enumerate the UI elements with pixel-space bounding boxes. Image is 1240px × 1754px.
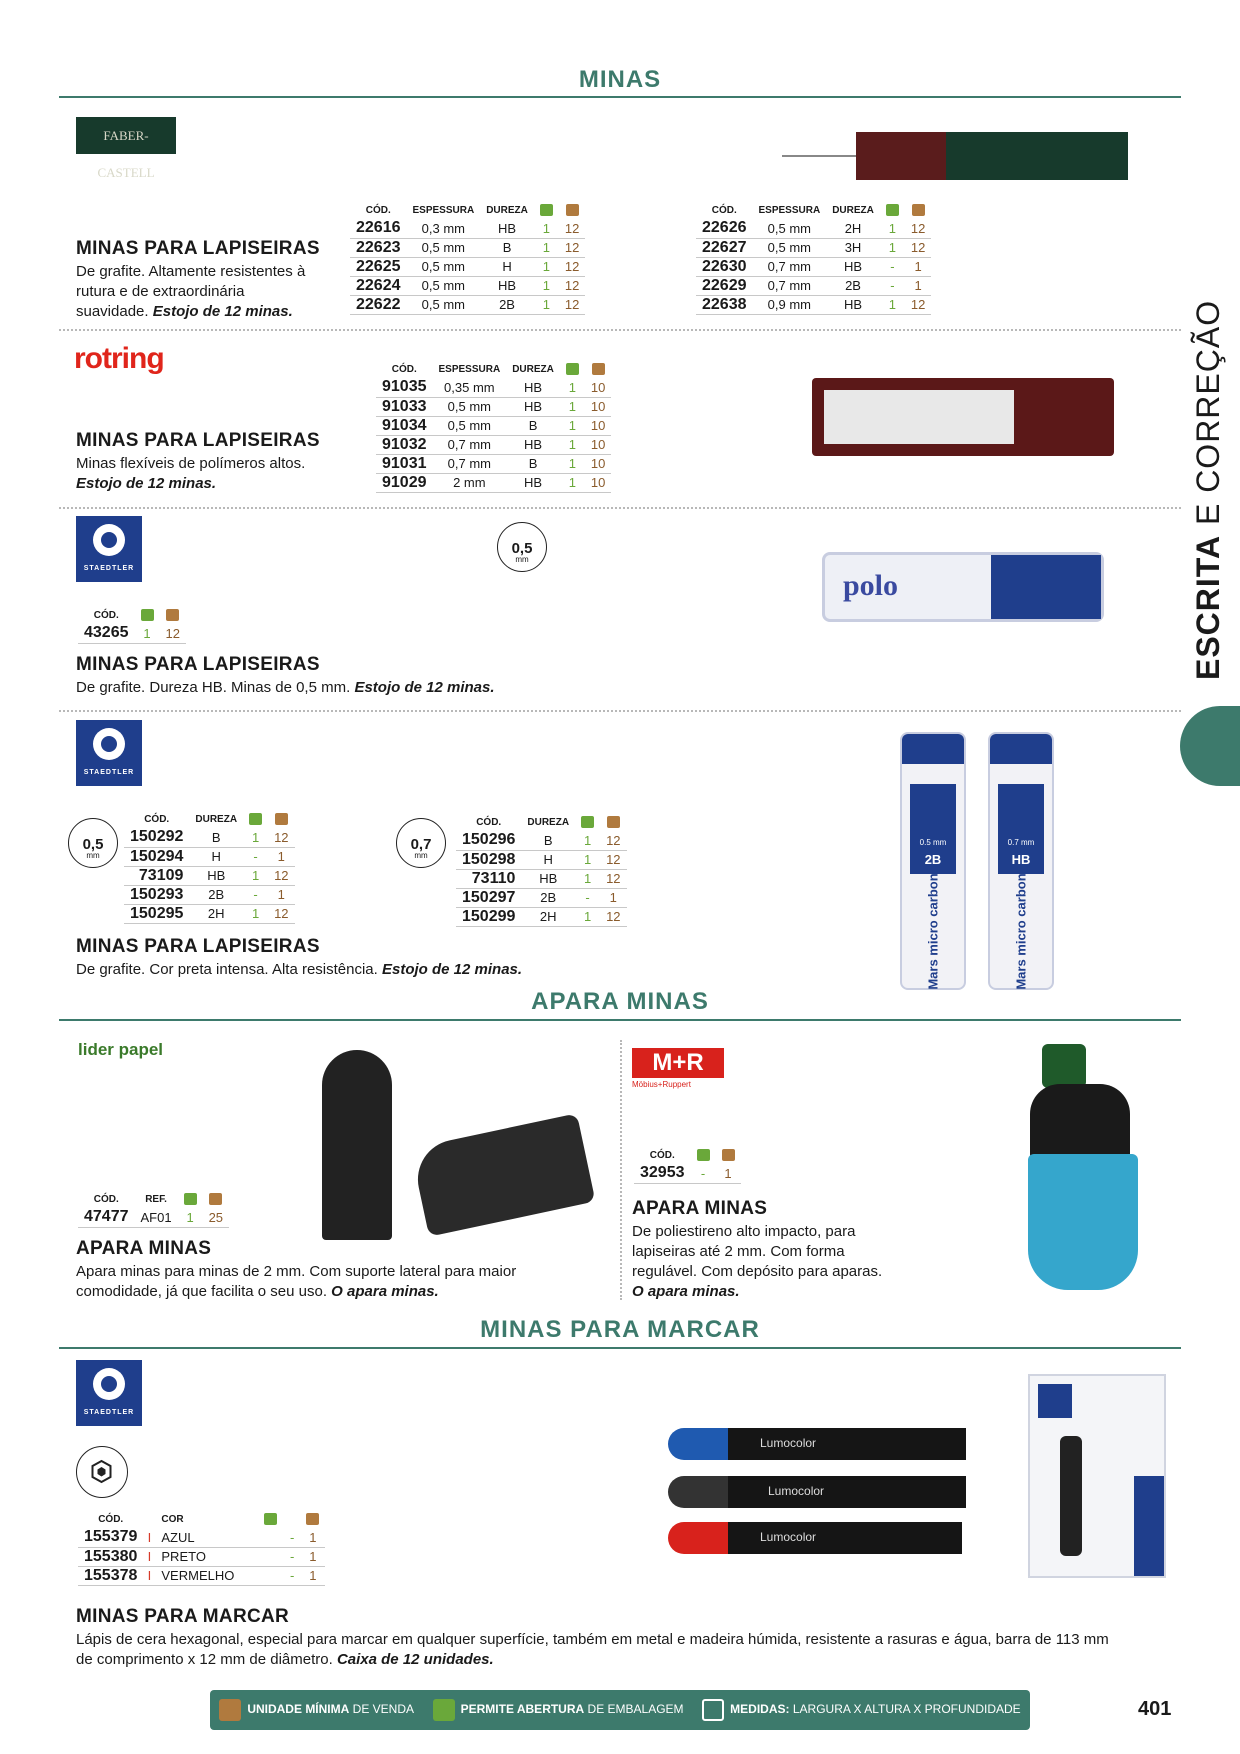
section-title-minas-para-marcar: MINAS PARA MARCAR <box>480 1316 760 1343</box>
box-icon <box>592 363 605 375</box>
product-table-faber-b: CÓD. ESPESSURA DUREZA 22626 0,5 mm 2H 1 12 22627 0,5 mm 3H 1 12 22630 0,7 mm HB - 1 22629 0,7 mm 2B - 1 22638 0,9 mm HB 1 12 <box>696 203 931 315</box>
open-package-icon <box>697 1149 710 1161</box>
product-title: MINAS PARA LAPISEIRAS <box>76 430 320 451</box>
product-table-mr: CÓD. 32953 - 1 <box>634 1148 741 1184</box>
table-row: 155378 I VERMELHO - 1 <box>78 1566 325 1585</box>
open-package-icon <box>540 204 553 216</box>
table-row: 32953 - 1 <box>634 1164 741 1183</box>
table-row: 150298 H 1 12 <box>456 850 627 869</box>
table-row: 22626 0,5 mm 2H 1 12 <box>696 219 931 238</box>
faber-lead-case-image <box>782 132 1128 180</box>
rotring-lead-case-image <box>812 378 1114 456</box>
box-icon <box>306 1513 319 1525</box>
staedtler-logo: STAEDTLER <box>76 516 142 582</box>
open-package-icon <box>433 1699 455 1721</box>
product-description: Apara minas para minas de 2 mm. Com suporte lateral para maior comodidade, já que facilita o seu uso. O apara minas. <box>76 1263 517 1300</box>
measures-icon <box>702 1699 724 1721</box>
product-description: De poliestireno alto impacto, para lapiseiras até 2 mm. Com forma regulável. Com depósito para aparas. O apara minas. <box>632 1223 883 1300</box>
table-row: 155380 I PRETO - 1 <box>78 1547 325 1566</box>
table-row: 91029 2 mm HB 1 10 <box>376 473 611 492</box>
crayon-black-image: Lumocolor <box>668 1476 966 1508</box>
open-package-icon <box>184 1193 197 1205</box>
divider <box>59 329 1181 331</box>
sharpener-black-image <box>318 1050 588 1240</box>
table-row: 155379 I AZUL - 1 <box>78 1528 325 1547</box>
open-package-icon <box>566 363 579 375</box>
open-package-icon <box>886 204 899 216</box>
divider <box>620 1040 622 1300</box>
box-icon <box>607 816 620 828</box>
table-row: 22627 0,5 mm 3H 1 12 <box>696 238 931 257</box>
box-icon <box>275 813 288 825</box>
table-row: 91031 0,7 mm B 1 10 <box>376 454 611 473</box>
product-description: De grafite. Dureza HB. Minas de 0,5 mm. Estojo de 12 minas. <box>76 679 495 696</box>
table-row: 22622 0,5 mm 2B 1 12 <box>350 295 585 314</box>
table-row: 150293 2B - 1 <box>124 885 295 904</box>
crayon-red-image: Lumocolor <box>668 1522 962 1554</box>
product-title: MINAS PARA LAPISEIRAS <box>76 238 320 259</box>
table-row: 47477 AF01 1 25 <box>78 1208 229 1227</box>
lead-size-badge: 0,5 mm <box>68 818 118 868</box>
lumocolor-box-image <box>1028 1374 1166 1578</box>
page-number: 401 <box>1138 1698 1172 1720</box>
staedtler-logo: STAEDTLER <box>76 1360 142 1426</box>
table-row: 150294 H - 1 <box>124 847 295 866</box>
product-description: De grafite. Altamente resistentes à rutura e de extraordinária suavidade. Estojo de 12 minas. <box>76 263 306 320</box>
open-package-icon <box>249 813 262 825</box>
table-row: 91034 0,5 mm B 1 10 <box>376 416 611 435</box>
product-title: MINAS PARA LAPISEIRAS <box>76 936 320 957</box>
table-row: 91033 0,5 mm HB 1 10 <box>376 397 611 416</box>
open-package-icon <box>264 1513 277 1525</box>
section-rule <box>59 1019 1181 1021</box>
hexagonal-shape-icon <box>76 1446 128 1498</box>
writing-hand-icon <box>1180 706 1240 786</box>
product-table-mars-05: CÓD. DUREZA 150292 B 1 12 150294 H - 1 73109 HB 1 12 150293 2B - 1 150295 2H 1 12 <box>124 812 295 924</box>
product-table-polo: CÓD. 43265 1 12 <box>78 608 186 644</box>
product-description: Lápis de cera hexagonal, especial para marcar em qualquer superfície, também em metal e madeira húmida, resistente a rasuras e água, barra de 113 mm de comprimento x 12 mm de diâmetro. Caixa de 12 unidades. <box>76 1631 1109 1668</box>
side-category-label: ESCRITA E CORREÇÃO <box>1190 299 1226 680</box>
table-row: 150299 2H 1 12 <box>456 907 627 926</box>
section-rule <box>59 1347 1181 1349</box>
table-row: 150292 B 1 12 <box>124 828 295 847</box>
lead-size-badge: 0,5 mm <box>497 522 547 572</box>
product-title: MINAS PARA MARCAR <box>76 1606 290 1627</box>
polo-lead-case-image: polo <box>822 552 1104 622</box>
sharpener-blue-image <box>1020 1044 1140 1294</box>
table-row: 91032 0,7 mm HB 1 10 <box>376 435 611 454</box>
product-description: De grafite. Cor preta intensa. Alta resistência. Estojo de 12 minas. <box>76 961 523 978</box>
product-table-faber-a: CÓD. ESPESSURA DUREZA 22616 0,3 mm HB 1 12 22623 0,5 mm B 1 12 22625 0,5 mm H 1 12 22624 0,5 mm HB 1 12 22622 0,5 mm 2B 1 12 <box>350 203 585 315</box>
divider <box>59 507 1181 509</box>
table-row: 150295 2H 1 12 <box>124 904 295 923</box>
box-icon <box>209 1193 222 1205</box>
product-description: Minas flexíveis de polímeros altos. Estojo de 12 minas. <box>76 455 306 492</box>
legend-min-unit: UNIDADE MÍNIMA DE VENDA <box>219 1699 414 1721</box>
section-title-apara-minas: APARA MINAS <box>531 988 709 1015</box>
section-title-minas: MINAS <box>578 66 662 93</box>
crayon-blue-image: Lumocolor <box>668 1428 966 1460</box>
product-table-lumocolor: CÓD. COR 155379 I AZUL - 1 155380 I PRETO - 1 155378 I VERMELHO - 1 <box>78 1512 325 1586</box>
product-table-rotring: CÓD. ESPESSURA DUREZA 91035 0,35 mm HB 1 10 91033 0,5 mm HB 1 10 91034 0,5 mm B 1 10 91032 0,7 mm HB 1 10 91031 0,7 mm B 1 10 91029 2 mm HB 1 10 <box>376 362 611 493</box>
product-table-mars-07: CÓD. DUREZA 150296 B 1 12 150298 H 1 12 73110 HB 1 12 150297 2B - 1 150299 2H 1 12 <box>456 815 627 927</box>
table-row: 22630 0,7 mm HB - 1 <box>696 257 931 276</box>
table-row: 22625 0,5 mm H 1 12 <box>350 257 585 276</box>
box-icon <box>912 204 925 216</box>
mars-tube-05-image: 0.5 mm 2B Mars micro carbon <box>900 732 966 990</box>
box-icon <box>219 1699 241 1721</box>
legend-measures: MEDIDAS: LARGURA X ALTURA X PROFUNDIDADE <box>702 1699 1021 1721</box>
table-row: 150296 B 1 12 <box>456 831 627 850</box>
product-table-lider: CÓD. REF. 47477 AF01 1 25 <box>78 1192 229 1228</box>
table-row: 150297 2B - 1 <box>456 888 627 907</box>
lider-papel-logo: lider papel <box>78 1040 164 1059</box>
legend-open-package: PERMITE ABERTURA DE EMBALAGEM <box>433 1699 684 1721</box>
table-row: 22624 0,5 mm HB 1 12 <box>350 276 585 295</box>
staedtler-logo: STAEDTLER <box>76 720 142 786</box>
section-rule <box>59 96 1181 98</box>
table-row: 73110 HB 1 12 <box>456 869 627 888</box>
product-title: MINAS PARA LAPISEIRAS <box>76 654 320 675</box>
box-icon <box>722 1149 735 1161</box>
open-package-icon <box>581 816 594 828</box>
footer-legend <box>210 1690 1030 1730</box>
product-title: APARA MINAS <box>76 1238 212 1259</box>
table-row: 73109 HB 1 12 <box>124 866 295 885</box>
table-row: 43265 1 12 <box>78 624 186 643</box>
divider <box>59 710 1181 712</box>
table-row: 22623 0,5 mm B 1 12 <box>350 238 585 257</box>
table-row: 91035 0,35 mm HB 1 10 <box>376 378 611 397</box>
box-icon <box>166 609 179 621</box>
lead-size-badge: 0,7 mm <box>396 818 446 868</box>
rotring-logo: rotring <box>74 342 164 375</box>
table-row: 22638 0,9 mm HB 1 12 <box>696 295 931 314</box>
mr-logo: M+R <box>632 1048 724 1078</box>
table-row: 22629 0,7 mm 2B - 1 <box>696 276 931 295</box>
mars-tube-07-image: 0.7 mm HB Mars micro carbon <box>988 732 1054 990</box>
mr-logo-subtitle: Möbius+Ruppert <box>632 1080 691 1089</box>
box-icon <box>566 204 579 216</box>
product-title: APARA MINAS <box>632 1198 768 1219</box>
open-package-icon <box>141 609 154 621</box>
table-row: 22616 0,3 mm HB 1 12 <box>350 219 585 238</box>
faber-castell-logo: FABER-CASTELL <box>76 117 176 154</box>
